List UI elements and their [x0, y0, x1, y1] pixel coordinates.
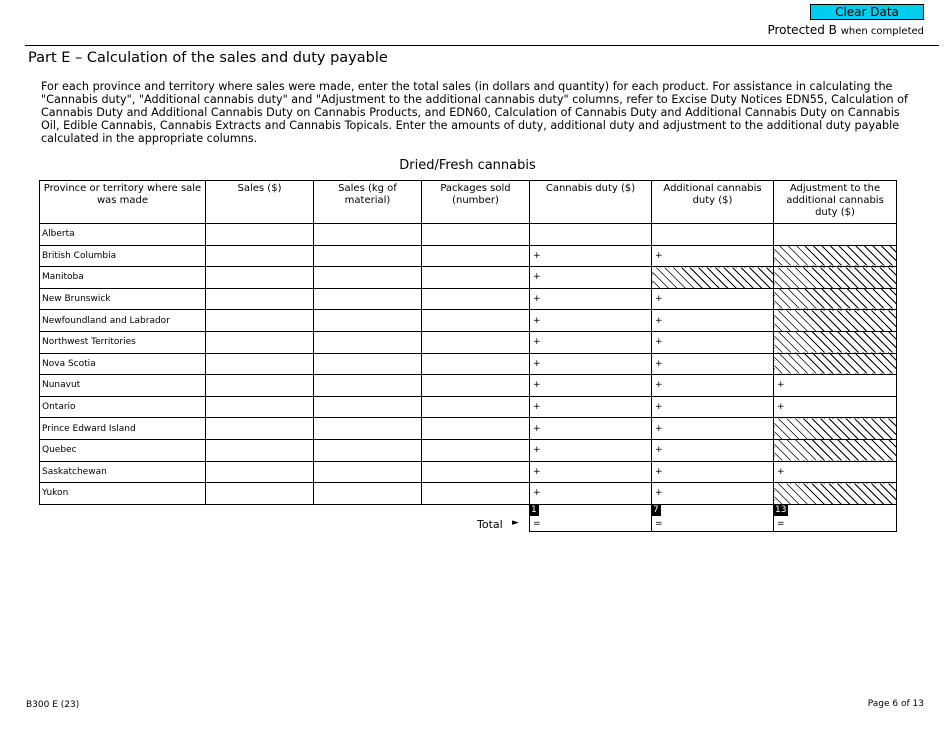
- sales-kg-field[interactable]: [314, 353, 422, 375]
- province-cell: Newfoundland and Labrador: [40, 310, 206, 332]
- additional-duty-field[interactable]: +: [652, 331, 774, 353]
- sales-dollars-field[interactable]: [206, 267, 314, 289]
- packages-field[interactable]: [422, 331, 530, 353]
- cannabis-duty-field[interactable]: +: [530, 245, 652, 267]
- sales-kg-field[interactable]: [314, 375, 422, 397]
- sales-kg-field[interactable]: [314, 267, 422, 289]
- table-row: [40, 439, 897, 461]
- additional-duty-field[interactable]: +: [652, 245, 774, 267]
- equals-sign: =: [655, 519, 663, 529]
- additional-duty-field[interactable]: +: [652, 353, 774, 375]
- adjustment-field[interactable]: +: [774, 461, 897, 483]
- sales-kg-field[interactable]: [314, 245, 422, 267]
- table-row: [40, 310, 897, 332]
- additional-duty-field[interactable]: +: [652, 418, 774, 440]
- province-cell: Ontario: [40, 396, 206, 418]
- additional-duty-field[interactable]: +: [652, 461, 774, 483]
- sales-dollars-field[interactable]: [206, 483, 314, 505]
- table-row: [40, 375, 897, 397]
- province-cell: Saskatchewan: [40, 461, 206, 483]
- equals-sign: =: [533, 519, 541, 529]
- hatched-cell: [774, 439, 897, 461]
- hatched-cell: [774, 331, 897, 353]
- table-row: [40, 224, 897, 246]
- cannabis-duty-field[interactable]: +: [530, 267, 652, 289]
- province-cell: Yukon: [40, 483, 206, 505]
- hatched-cell: [774, 310, 897, 332]
- packages-field[interactable]: [422, 461, 530, 483]
- instructions: For each province and territory where sales were made, enter the total sales (in dollars and quantity) for each product. For assistance in calculating the "Cannabis duty", "Additional cannabis duty" and "Adjustment to the additional cannabis duty" columns, refer to Excise Duty Notices EDN55, Calculation of Cannabis Duty and Additional Cannabis Duty on Cannabis Products, and EDN60, Calculation of Cannabis Duty and Additional Cannabis Duty on Cannabis Oil, Edible Cannabis, Cannabis Extracts and Cannabis Topicals. Enter the amounts of duty, additional duty and adjustment to the additional duty payable calculated in the appropriate columns.: [41, 80, 908, 145]
- province-cell: Prince Edward Island: [40, 418, 206, 440]
- sales-dollars-field[interactable]: [206, 418, 314, 440]
- header-province: Province or territory where sale was made: [40, 181, 206, 224]
- packages-field[interactable]: [422, 245, 530, 267]
- province-cell: British Columbia: [40, 245, 206, 267]
- total-cannabis-duty[interactable]: [529, 504, 652, 532]
- sales-dollars-field[interactable]: [206, 461, 314, 483]
- form-id: B300 E (23): [26, 700, 80, 710]
- sales-duty-table: [39, 180, 897, 505]
- table-row: [40, 396, 897, 418]
- cannabis-duty-field[interactable]: +: [530, 331, 652, 353]
- additional-duty-field[interactable]: +: [652, 396, 774, 418]
- line-number-1: 1: [531, 505, 537, 515]
- cannabis-duty-field[interactable]: [530, 224, 652, 246]
- sales-dollars-field[interactable]: [206, 224, 314, 246]
- sales-dollars-field[interactable]: [206, 245, 314, 267]
- table-title: Dried/Fresh cannabis: [399, 158, 536, 173]
- total-additional-duty[interactable]: [651, 504, 774, 532]
- sales-kg-field[interactable]: [314, 331, 422, 353]
- table-row: [40, 267, 897, 289]
- table-row: [40, 483, 897, 505]
- hatched-cell: [774, 267, 897, 289]
- sales-kg-field[interactable]: [314, 483, 422, 505]
- cannabis-duty-field[interactable]: +: [530, 288, 652, 310]
- packages-field[interactable]: [422, 483, 530, 505]
- additional-duty-field[interactable]: +: [652, 310, 774, 332]
- sales-dollars-field[interactable]: [206, 331, 314, 353]
- cannabis-duty-field[interactable]: +: [530, 396, 652, 418]
- sales-dollars-field[interactable]: [206, 353, 314, 375]
- sales-dollars-field[interactable]: [206, 396, 314, 418]
- sales-kg-field[interactable]: [314, 396, 422, 418]
- header-sales-kg: Sales (kg of material): [314, 181, 422, 224]
- packages-field[interactable]: [422, 267, 530, 289]
- province-cell: Quebec: [40, 439, 206, 461]
- header-additional-duty: Additional cannabis duty ($): [652, 181, 774, 224]
- packages-field[interactable]: [422, 224, 530, 246]
- additional-duty-field[interactable]: +: [652, 375, 774, 397]
- protected-b: Protected B: [767, 23, 837, 37]
- sales-dollars-field[interactable]: [206, 288, 314, 310]
- additional-duty-field[interactable]: +: [652, 483, 774, 505]
- sales-kg-field[interactable]: [314, 224, 422, 246]
- cannabis-duty-field[interactable]: +: [530, 483, 652, 505]
- hatched-cell: [652, 267, 774, 289]
- cannabis-duty-field[interactable]: +: [530, 418, 652, 440]
- packages-field[interactable]: [422, 375, 530, 397]
- sales-kg-field[interactable]: [314, 418, 422, 440]
- province-cell: Alberta: [40, 224, 206, 246]
- hatched-cell: [774, 483, 897, 505]
- page-number: Page 6 of 13: [867, 699, 924, 709]
- header-cannabis-duty: Cannabis duty ($): [530, 181, 652, 224]
- adjustment-field[interactable]: +: [774, 396, 897, 418]
- additional-duty-field[interactable]: +: [652, 439, 774, 461]
- total-arrow-icon: ►: [512, 518, 519, 528]
- province-cell: Northwest Territories: [40, 331, 206, 353]
- clear-data-button[interactable]: Clear Data: [810, 4, 924, 20]
- total-label: Total: [477, 518, 503, 531]
- table-row: [40, 245, 897, 267]
- cannabis-duty-field[interactable]: +: [530, 310, 652, 332]
- header-rule: [25, 45, 939, 46]
- table-row: [40, 418, 897, 440]
- part-title: Part E – Calculation of the sales and duty payable: [28, 50, 388, 66]
- cannabis-duty-field[interactable]: +: [530, 439, 652, 461]
- sales-dollars-field[interactable]: [206, 375, 314, 397]
- province-cell: Nunavut: [40, 375, 206, 397]
- packages-field[interactable]: [422, 310, 530, 332]
- table-header-row: [40, 181, 897, 224]
- sales-dollars-field[interactable]: [206, 310, 314, 332]
- protected-suffix: when completed: [840, 26, 924, 37]
- cannabis-duty-field[interactable]: +: [530, 461, 652, 483]
- header-sales-dollars: Sales ($): [206, 181, 314, 224]
- sales-kg-field[interactable]: [314, 310, 422, 332]
- header-packages: Packages sold (number): [422, 181, 530, 224]
- sales-kg-field[interactable]: [314, 288, 422, 310]
- protected-label: [767, 23, 924, 37]
- cannabis-duty-field[interactable]: +: [530, 375, 652, 397]
- adjustment-field[interactable]: [774, 224, 897, 246]
- table-row: [40, 353, 897, 375]
- packages-field[interactable]: [422, 396, 530, 418]
- line-number-7: 7: [653, 505, 659, 515]
- additional-duty-field[interactable]: [652, 224, 774, 246]
- province-cell: Manitoba: [40, 267, 206, 289]
- total-adjustment[interactable]: [773, 504, 897, 532]
- packages-field[interactable]: [422, 418, 530, 440]
- hatched-cell: [774, 418, 897, 440]
- hatched-cell: [774, 245, 897, 267]
- hatched-cell: [774, 288, 897, 310]
- table-row: [40, 288, 897, 310]
- sales-kg-field[interactable]: [314, 461, 422, 483]
- header-adjustment: Adjustment to the additional cannabis duty ($): [774, 181, 897, 224]
- sales-dollars-field[interactable]: [206, 439, 314, 461]
- adjustment-field[interactable]: +: [774, 375, 897, 397]
- table-row: [40, 461, 897, 483]
- hatched-cell: [774, 353, 897, 375]
- packages-field[interactable]: [422, 288, 530, 310]
- additional-duty-field[interactable]: +: [652, 288, 774, 310]
- table-row: [40, 331, 897, 353]
- province-cell: Nova Scotia: [40, 353, 206, 375]
- sales-kg-field[interactable]: [314, 439, 422, 461]
- equals-sign: =: [777, 519, 785, 529]
- province-cell: New Brunswick: [40, 288, 206, 310]
- packages-field[interactable]: [422, 353, 530, 375]
- line-number-13: 13: [775, 505, 787, 515]
- packages-field[interactable]: [422, 439, 530, 461]
- cannabis-duty-field[interactable]: +: [530, 353, 652, 375]
